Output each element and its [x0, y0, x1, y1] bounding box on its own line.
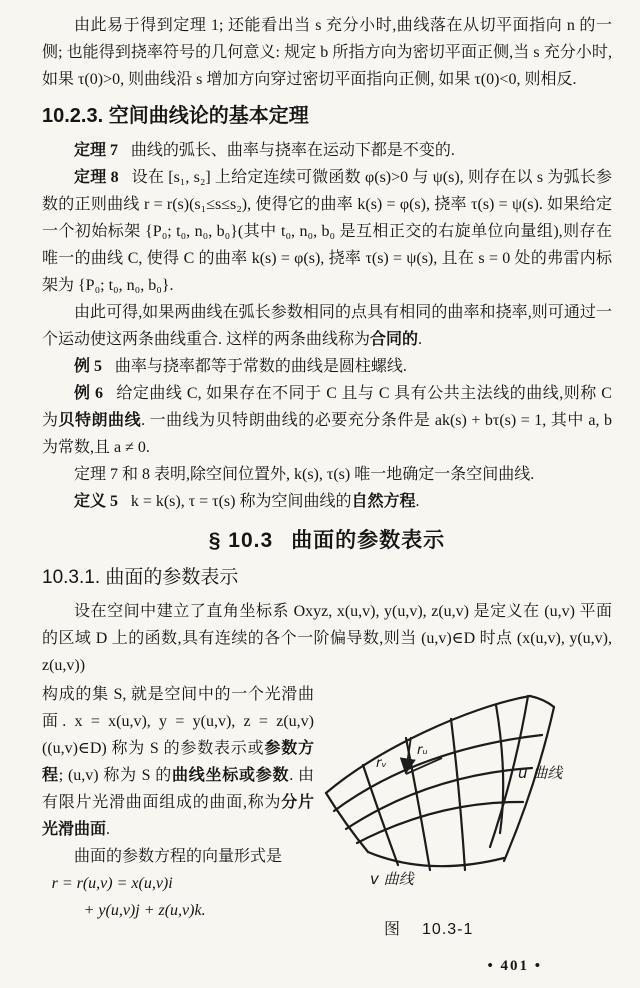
section-heading-103: [42, 527, 612, 555]
surface-body-3: . 由有限片光滑曲面组成的曲面,称为: [42, 767, 314, 811]
corollary-period: .: [418, 331, 423, 348]
surface-mesh-figure: [318, 681, 616, 893]
surface-body-bold-1: 参数方程: [42, 740, 314, 784]
example5-text: 曲率与挠率都等于常数的曲线是圆柱螺线.: [114, 358, 407, 375]
example6-paragraph: [42, 380, 612, 461]
subsection-heading-1031: 10.3.1. 曲面的参数表示: [42, 567, 239, 588]
vector-formula-line2: + y(u,v)j + z(u,v)k.: [83, 902, 206, 919]
tangent-u-label: rᵤ: [417, 743, 428, 758]
surface-body-4: .: [106, 821, 111, 838]
surface-body-paragraph: [42, 681, 314, 843]
remark-paragraph: 定理 7 和 8 表明,除空间位置外, k(s), τ(s) 唯一地确定一条空间曲线.: [74, 466, 535, 483]
theorem8-paragraph: [42, 164, 612, 299]
vector-form-intro: 曲面的参数方程的向量形式是: [74, 848, 283, 865]
figure-caption-number: 10.3-1: [422, 921, 474, 938]
tangent-v-label: rᵥ: [376, 756, 387, 771]
surface-intro-paragraph: 设在空间中建立了直角坐标系 Oxyz, x(u,v), y(u,v), z(u,v) 是定义在 (u,v) 平面的区域 D 上的函数,具有连续的各个一阶偏导数,则当 (u,v)∈D 时点 (x(u,v), y(u,v), z(u,v)): [42, 603, 612, 674]
left-text-column: [42, 681, 314, 943]
vector-formula-line1: r = r(u,v) = x(u,v)i: [51, 875, 173, 892]
example6-text-pre: 给定曲线 C, 如果存在不同于 C 且与 C 具有公共主法线的曲线,则称 C 为: [42, 385, 612, 429]
section-103-title: 曲面的参数表示: [291, 529, 446, 552]
intro-paragraph: 由此易于得到定理 1; 还能看出当 s 充分小时,曲线落在从切平面指向 n 的一侧; 也能得到挠率符号的几何意义: 规定 b 所指方向为密切平面正侧,当 s 充分小时, 如果 τ(0)>0, 则曲线沿 s 增加方向穿过密切平面指向正侧, 如果 τ(0)<0, 则相反.: [42, 17, 612, 88]
example6-label: 例 6: [74, 385, 104, 402]
definition5-paragraph: [42, 488, 612, 515]
figure-caption-prefix: 图: [384, 921, 401, 938]
corollary-text: 由此可得,如果两曲线在弧长参数相同的点具有相同的曲率和挠率,则可通过一个运动使这两条曲线重合. 这样的两条曲线称为: [42, 304, 612, 348]
theorem7-paragraph: [42, 137, 612, 164]
theorem7-text: 曲线的弧长、曲率与挠率在运动下都是不变的.: [130, 142, 455, 159]
figure-column: [318, 681, 612, 943]
definition5-period: .: [415, 493, 420, 510]
definition5-bold-term: 自然方程: [351, 493, 416, 510]
theorem8-text: 设在 [s₁, s₂] 上给定连续可微函数 φ(s)>0 与 ψ(s), 则存在以 s 为弧长参数的正则曲线 r = r(s)(s₁≤s≤s₂), 使得它的曲率 k(s) = φ(s), 挠率 τ(s) = ψ(s). 如果给定一个初始标架 {P₀; t₀, n₀, b₀}(其中 t₀, n₀, b₀ 是互相正交的右旋单位向量组),则存在唯一的曲线 C, 使得 C 的曲率 k(s) = φ(s), 挠率 τ(s) = ψ(s), 且在 s = 0 处的弗雷内标架为 {P₀; t₀, n₀, b₀}.: [42, 169, 612, 294]
theorem7-label: 定理 7: [74, 142, 119, 159]
surface-mesh: [326, 696, 554, 870]
surface-body-1: 构成的集 S, 就是空间中的一个光滑曲面. x = x(u,v), y = y(u,v), z = z(u,v)((u,v)∈D) 称为 S 的参数表示或: [42, 686, 314, 757]
definition5-label: 定义 5: [74, 493, 119, 510]
example6-text-post: . 一曲线为贝特朗曲线的必要充分条件是 ak(s) + bτ(s) = 1, 其中 a, b 为常数,且 a ≠ 0.: [42, 412, 612, 456]
example6-bold-term: 贝特朗曲线: [58, 412, 142, 429]
surface-body-2: ; (u,v) 称为 S 的: [58, 767, 172, 784]
corollary-paragraph: [42, 299, 612, 353]
example5-paragraph: [42, 353, 612, 380]
figure-caption: [318, 916, 612, 943]
surface-body-bold-3: 分片光滑曲面: [42, 794, 314, 838]
definition5-text-pre: k = k(s), τ = τ(s) 称为空间曲线的: [130, 493, 352, 510]
v-curve-label: v 曲线: [370, 870, 414, 888]
section-103-number: § 10.3: [208, 529, 274, 552]
two-column-region: [42, 681, 612, 943]
page-number: • 401 •: [487, 958, 542, 974]
surface-body-bold-2: 曲线坐标或参数: [171, 767, 290, 784]
section-heading-1023: 10.2.3. 空间曲线论的基本定理: [42, 105, 309, 127]
corollary-bold-term: 合同的: [370, 331, 419, 348]
u-curve-label: u 曲线: [518, 764, 563, 782]
theorem8-label: 定理 8: [74, 169, 119, 186]
example5-label: 例 5: [74, 358, 103, 375]
